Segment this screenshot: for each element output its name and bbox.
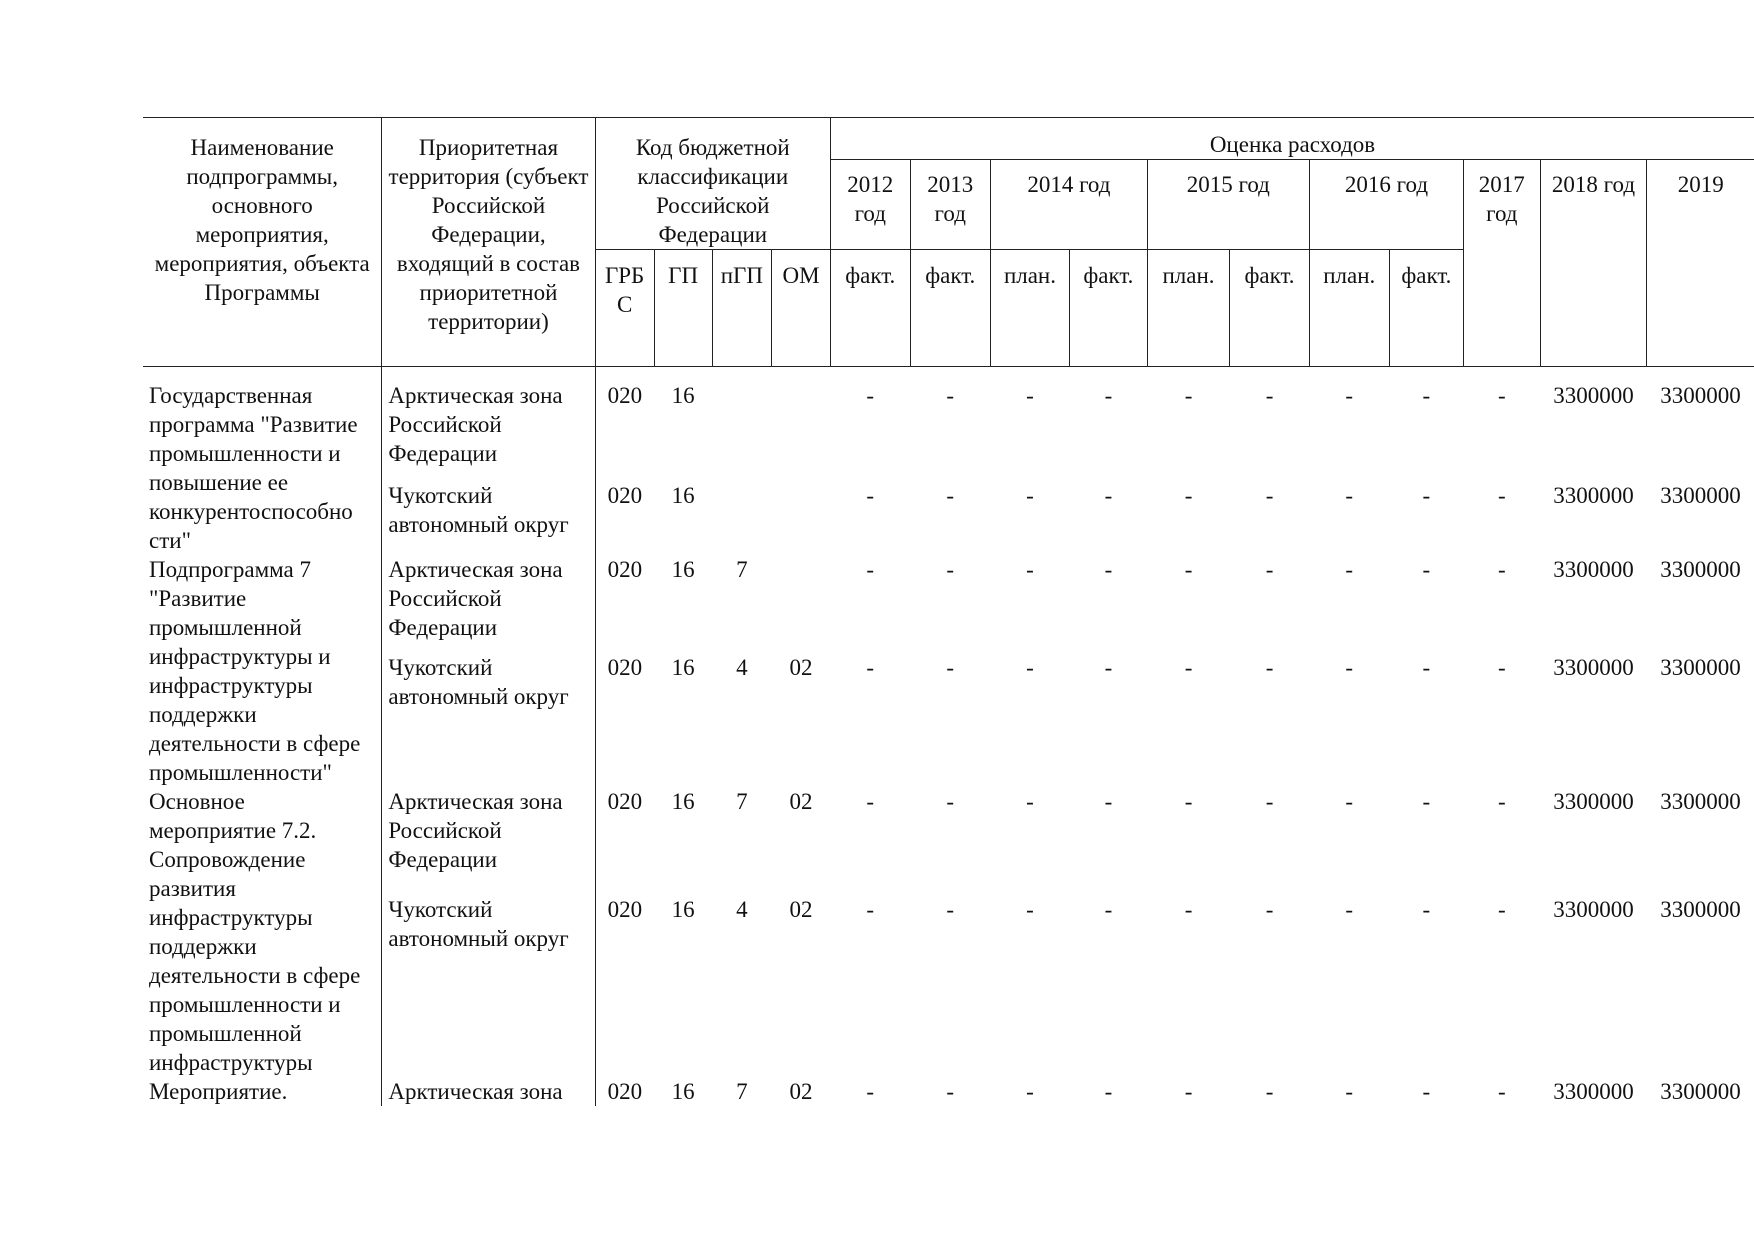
value-2014-plan: - [1026, 383, 1034, 408]
gp-cell: 16 [671, 1079, 695, 1104]
territory-cell: Чукотский автономный округ [382, 643, 595, 787]
value-2012-fact: - [866, 897, 875, 922]
pgp-cell [712, 471, 772, 555]
value-2013-fact: - [946, 897, 955, 922]
om-cell: 02 [789, 789, 813, 814]
gp-cell: 16 [671, 897, 695, 922]
value-2016-plan: - [1345, 482, 1354, 508]
pgp-cell: 4 [736, 655, 748, 680]
grbs-cell: 020 [607, 383, 643, 408]
grbs-cell: 020 [607, 482, 643, 508]
territory-cell: Арктическая зона [382, 1077, 595, 1106]
value-2018: 3300000 [1553, 1079, 1634, 1104]
value-2018: 3300000 [1553, 789, 1634, 814]
table-row [143, 367, 1754, 471]
header-2014-plan: план. [990, 250, 1069, 367]
gp-cell: 16 [671, 789, 695, 814]
header-name-column: Наименование подпрограммы, основного мероприятия, мероприятия, объекта Программы [143, 118, 382, 367]
grbs-cell: 020 [607, 655, 643, 680]
value-2018: 3300000 [1553, 557, 1634, 582]
value-2015-plan: - [1184, 482, 1193, 508]
value-2014-fact: - [1104, 655, 1113, 680]
header-year-2013: 2013 год [910, 160, 990, 250]
grbs-cell: 020 [607, 557, 643, 582]
header-2012-fact: факт. [830, 250, 910, 367]
header-code-pgp: пГП [712, 250, 772, 367]
value-2016-fact: - [1422, 789, 1431, 814]
value-2018: 3300000 [1553, 482, 1634, 508]
value-2015-plan: - [1184, 655, 1193, 680]
value-2015-plan: - [1184, 557, 1193, 582]
value-2018: 3300000 [1553, 383, 1634, 408]
header-territory-column: Приоритетная территория (субъект Российской Федерации, входящий в состав приоритетной территории) [382, 118, 595, 367]
value-2019: 3300000 [1660, 1079, 1741, 1104]
header-budget-code: Код бюджетной классификации Российской Федерации [595, 118, 830, 250]
value-2014-plan: - [1026, 482, 1034, 508]
value-2016-plan: - [1345, 557, 1354, 582]
value-2018: 3300000 [1553, 897, 1634, 922]
om-cell [772, 471, 831, 555]
value-2017: - [1497, 789, 1506, 814]
header-2013-fact: факт. [910, 250, 990, 367]
row-name-cell: Подпрограмма 7 "Развитие промышленной инфраструктуры и инфраструктуры поддержки деятельности в сфере промышленности" [143, 555, 382, 787]
table-row [143, 787, 1754, 885]
value-2018: 3300000 [1553, 655, 1634, 680]
value-2015-plan: - [1184, 789, 1193, 814]
value-2016-plan: - [1345, 1079, 1354, 1104]
pgp-cell: 7 [736, 1079, 748, 1104]
value-2014-fact: - [1104, 482, 1113, 508]
value-2019: 3300000 [1660, 383, 1741, 408]
value-2016-plan: - [1345, 897, 1354, 922]
pgp-cell: 7 [736, 557, 748, 582]
value-2014-plan: - [1026, 897, 1034, 922]
value-2013-fact: - [946, 1079, 955, 1104]
header-2015-plan: план. [1147, 250, 1229, 367]
header-code-om: ОМ [772, 250, 831, 367]
value-2014-fact: - [1104, 557, 1113, 582]
om-cell: 02 [789, 897, 813, 922]
gp-cell: 16 [671, 655, 695, 680]
value-2016-fact: - [1422, 655, 1431, 680]
value-2017: - [1497, 655, 1506, 680]
value-2015-fact: - [1265, 482, 1274, 508]
value-2015-plan: - [1184, 897, 1193, 922]
row-name-cell: Государственная программа "Развитие промышленности и повышение ее конкурентоспособно сти" [143, 367, 382, 556]
value-2017: - [1497, 482, 1506, 508]
value-2012-fact: - [866, 383, 875, 408]
value-2014-plan: - [1026, 1079, 1034, 1104]
value-2014-fact: - [1104, 789, 1113, 814]
grbs-cell: 020 [607, 1079, 643, 1104]
value-2012-fact: - [866, 557, 875, 582]
header-2014-fact: факт. [1069, 250, 1147, 367]
om-cell [772, 555, 831, 643]
value-2014-plan: - [1026, 655, 1034, 680]
row-name-cell: Мероприятие. [143, 1077, 382, 1106]
value-2016-fact: - [1422, 557, 1431, 582]
territory-cell: Арктическая зона Российской Федерации [382, 367, 595, 471]
header-2016-fact: факт. [1389, 250, 1463, 367]
value-2016-fact: - [1422, 1079, 1431, 1104]
value-2017: - [1497, 1079, 1506, 1104]
pgp-cell [712, 367, 772, 471]
value-2014-plan: - [1026, 557, 1034, 582]
value-2019: 3300000 [1660, 557, 1741, 582]
gp-cell: 16 [671, 383, 695, 408]
value-2014-fact: - [1104, 897, 1113, 922]
value-2017: - [1497, 557, 1506, 582]
om-cell [772, 367, 831, 471]
value-2012-fact: - [866, 655, 875, 680]
value-2013-fact: - [946, 655, 955, 680]
value-2019: 3300000 [1660, 789, 1741, 814]
row-name-cell: Основное мероприятие 7.2. Сопровождение развития инфраструктуры поддержки деятельности в сфере промышленности и промышленной инфраструктуры [143, 787, 382, 1077]
value-2014-plan: - [1026, 789, 1034, 814]
value-2012-fact: - [866, 789, 875, 814]
value-2015-plan: - [1184, 1079, 1193, 1104]
value-2017: - [1497, 383, 1506, 408]
value-2015-fact: - [1265, 897, 1274, 922]
value-2015-fact: - [1265, 383, 1274, 408]
value-2013-fact: - [946, 383, 955, 408]
om-cell: 02 [789, 1079, 813, 1104]
value-2019: 3300000 [1660, 897, 1741, 922]
gp-cell: 16 [671, 557, 695, 582]
territory-cell: Арктическая зона Российской Федерации [382, 555, 595, 643]
table-row [143, 471, 1754, 555]
value-2014-fact: - [1104, 383, 1113, 408]
table-row [143, 643, 1754, 787]
value-2016-plan: - [1345, 789, 1354, 814]
value-2013-fact: - [946, 557, 955, 582]
value-2016-fact: - [1422, 383, 1431, 408]
value-2014-fact: - [1104, 1079, 1113, 1104]
table-row [143, 885, 1754, 1077]
value-2016-fact: - [1422, 897, 1431, 922]
table-row [143, 1077, 1754, 1106]
value-2013-fact: - [946, 482, 955, 508]
territory-cell: Арктическая зона Российской Федерации [382, 787, 595, 885]
value-2015-fact: - [1265, 1079, 1274, 1104]
header-year-2016: 2016 год [1309, 160, 1463, 250]
value-2012-fact: - [866, 482, 875, 508]
header-year-2014: 2014 год [990, 160, 1147, 250]
om-cell: 02 [789, 655, 813, 680]
header-code-grbs: ГРБ С [595, 250, 654, 367]
value-2012-fact: - [866, 1079, 875, 1104]
header-year-2017: 2017 год [1464, 160, 1540, 367]
header-expense-estimate: Оценка расходов [830, 118, 1754, 160]
gp-cell: 16 [671, 482, 695, 508]
pgp-cell: 4 [736, 897, 748, 922]
territory-cell: Чукотский автономный округ [382, 471, 595, 555]
territory-cell: Чукотский автономный округ [382, 885, 595, 1077]
budget-table [143, 117, 1754, 1106]
value-2015-fact: - [1265, 655, 1274, 680]
value-2019: 3300000 [1660, 655, 1741, 680]
header-year-2019: 2019 [1647, 160, 1754, 367]
header-2016-plan: план. [1309, 250, 1389, 367]
value-2017: - [1497, 897, 1506, 922]
header-year-2015: 2015 год [1147, 160, 1309, 250]
value-2019: 3300000 [1660, 482, 1741, 508]
header-2015-fact: факт. [1230, 250, 1310, 367]
table-row [143, 555, 1754, 643]
header-code-gp: ГП [654, 250, 712, 367]
grbs-cell: 020 [607, 789, 643, 814]
header-year-2018: 2018 год [1540, 160, 1647, 367]
value-2016-plan: - [1345, 655, 1354, 680]
value-2015-fact: - [1265, 789, 1274, 814]
value-2016-fact: - [1422, 482, 1431, 508]
value-2013-fact: - [946, 789, 955, 814]
value-2016-plan: - [1345, 383, 1354, 408]
value-2015-plan: - [1184, 383, 1193, 408]
header-year-2012: 2012 год [830, 160, 910, 250]
grbs-cell: 020 [607, 897, 643, 922]
pgp-cell: 7 [736, 789, 748, 814]
value-2015-fact: - [1265, 557, 1274, 582]
